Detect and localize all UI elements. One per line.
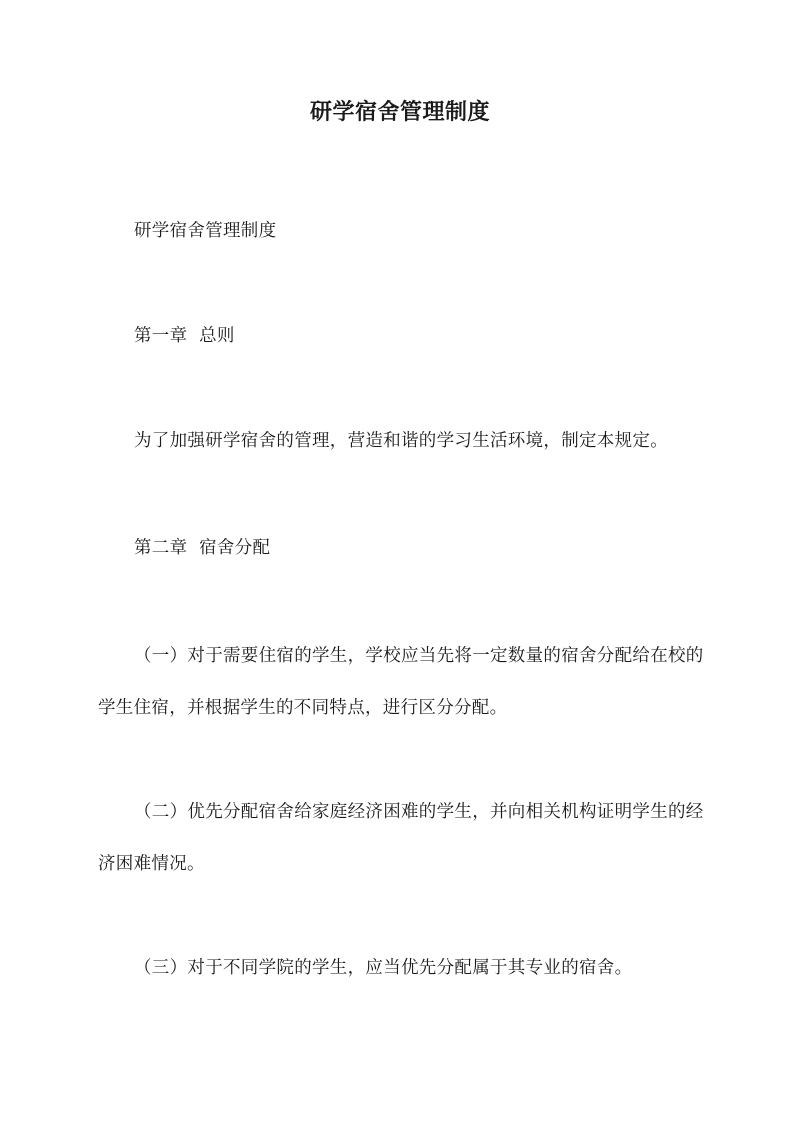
document-subtitle-paragraph: 研学宿舍管理制度 xyxy=(134,221,277,241)
clause-paragraph-1: （一）对于需要住宿的学生，学校应当先将一定数量的宿舍分配给在校的学生住宿，并根据学生的不同特点，进行区分分配。 xyxy=(98,646,704,718)
clause-paragraph-2: （二）优先分配宿舍给家庭经济困难的学生，并向相关机构证明学生的经济困难情况。 xyxy=(98,802,704,874)
chapter-heading-general: 第一章 总则 xyxy=(134,326,235,346)
body-paragraph-purpose: 为了加强研学宿舍的管理，营造和谐的学习生活环境，制定本规定。 xyxy=(134,431,668,451)
document-title: 研学宿舍管理制度 xyxy=(309,99,490,125)
clause-paragraph-3: （三）对于不同学院的学生，应当优先分配属于其专业的宿舍。 xyxy=(134,958,633,978)
chapter-heading-allocation: 第二章 宿舍分配 xyxy=(134,538,271,558)
